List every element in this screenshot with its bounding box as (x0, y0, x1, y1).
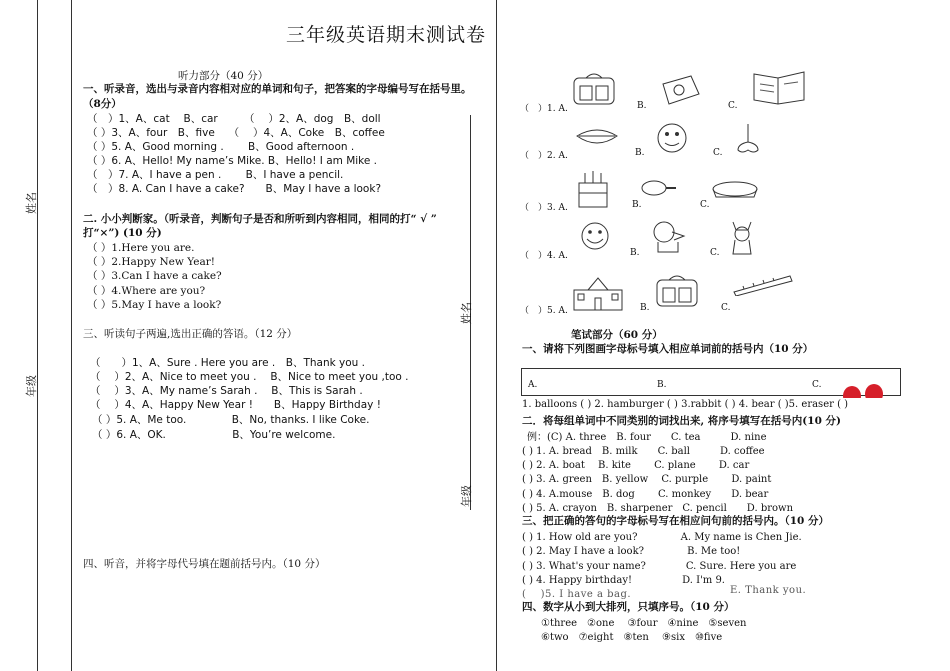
option-c-label: C. (700, 200, 710, 210)
writing2-item: ( ) 4. A.mouse B. dog C. monkey D. bear (522, 489, 769, 500)
writing-header: 笔试部分（60 分） (571, 329, 663, 341)
schoolbag-icon (653, 272, 701, 310)
row-number: （ ）1. A. (520, 104, 568, 114)
section3-item: （ ）6. A、OK. B、You’re welcome. (92, 429, 336, 441)
page-divider (496, 0, 497, 671)
writing4-heading: 四、数字从小到大排列，只填序号。（10 分） (522, 601, 735, 613)
writing2-item: ( ) 5. A. crayon B. sharpener C. pencil D. brown (522, 503, 794, 514)
page-border-left (71, 0, 72, 671)
row-number: （ ）5. A. (520, 306, 568, 316)
balloons-icon (840, 384, 886, 398)
face-icon (652, 120, 692, 156)
section2-item: （ ）5.May I have a look? (87, 299, 222, 311)
birthday-cake-icon (575, 165, 611, 211)
row-number: （ ）4. A. (520, 251, 568, 261)
row-number: （ ）2. A. (520, 151, 568, 161)
writing3-heading: 三、把正确的答句的字母标号写在相应问句前的括号内。（10 分） (522, 515, 830, 527)
section3-item: （ ）5. A、Me too. B、No, thanks. I like Coke. (92, 414, 370, 426)
middle-grade-label: 年级 (460, 485, 473, 507)
writing2-heading: 二．将每组单词中不同类别的词找出来, 将序号填写在括号内(10 分) (522, 415, 842, 427)
option-c-label: C. (713, 148, 723, 158)
section2-item: （ ）1.Here you are. (87, 242, 195, 254)
book-icon (750, 68, 808, 106)
section3-item: （ ）4、A、Happy New Year ! B、Happy Birthday ! (90, 399, 381, 411)
writing1-items: 1. balloons ( ) 2. hamburger ( ) 3.rabbit ( ) 4. bear ( )5. eraser ( ) (522, 399, 849, 410)
listening-header: 听力部分（40 分） (178, 70, 269, 82)
name-label: 姓名 (25, 192, 38, 214)
grade-label: 年级 (25, 375, 38, 397)
binding-line-left (37, 0, 38, 671)
section3-item: （ ）3、A、My name’s Sarah . B、This is Sarah . (90, 385, 363, 397)
picture-row-1 (520, 68, 820, 118)
section2-heading: 二. 小小判断家。（听录音，判断句子是否和所听到内容相同，相同的打“ √ ” (83, 213, 437, 225)
picture-row-3 (520, 165, 820, 215)
option-b-label: B. (632, 200, 642, 210)
section2-item: （ ）2.Happy New Year! (87, 256, 215, 268)
section1-item: （ ）5. A、Good morning . B、Good afternoon . (87, 141, 355, 153)
section3-heading: 三、听读句子两遍,选出正确的答语。（12 分） (83, 328, 298, 340)
schoolbag-icon (570, 70, 618, 108)
option-b-label: B. (637, 101, 647, 111)
section3-item: （ ）1、A、Sure . Here you are . B、Thank you . (90, 357, 366, 369)
smiling-face-icon (575, 218, 615, 254)
section1-item: （ ）7. A、I have a pen . B、I have a pencil. (87, 169, 344, 181)
row-number: （ ）3. A. (520, 203, 568, 213)
box-label-b: B. (657, 380, 667, 390)
page-title: 三年级英语期末测试卷 (286, 24, 487, 46)
ruler-icon (732, 272, 794, 296)
pencil-sharpener-icon (655, 70, 705, 108)
section2-heading-cont: 打“×”) (10 分) (83, 227, 162, 239)
writing3-item: ( ) 1. How old are you? A. My name is Chen Jie. (522, 532, 802, 543)
writing2-item: ( ) 3. A. green B. yellow C. purple D. paint (522, 474, 772, 485)
writing2-example: 例：(C) A. three B. four C. tea D. nine (527, 432, 767, 443)
section2-item: （ ）3.Can I have a cake? (87, 270, 222, 282)
dog-icon (648, 218, 688, 256)
option-b-label: B. (635, 148, 645, 158)
writing1-heading: 一、请将下列图画字母标号填入相应单词前的括号内（10 分） (522, 343, 814, 355)
chicken-leg-icon (640, 177, 680, 199)
picture-row-2 (520, 120, 820, 166)
writing4-line: ⑥two ⑦eight ⑧ten ⑨six ⑩five (541, 632, 723, 643)
box-label-a: A. (528, 380, 538, 390)
writing3-item: ( ) 3. What's your name? C. Sure. Here you are (522, 561, 797, 572)
mouth-icon (575, 124, 619, 150)
picture-row-5 (520, 268, 820, 318)
writing2-item: ( ) 1. A. bread B. milk C. ball D. coffee (522, 446, 765, 457)
picture-row-4 (520, 216, 820, 262)
option-b-label: B. (630, 248, 640, 258)
pie-icon (710, 179, 760, 201)
writing4-line: ①three ②one ③four ④nine ⑤seven (541, 618, 747, 629)
section1-heading: 一、听录音，选出与录音内容相对应的单词和句子，把答案的字母编号写在括号里。（8分） (83, 83, 472, 110)
writing3-item: ( ) 4. Happy birthday! D. I'm 9. (522, 575, 725, 586)
section1-item: （ ）3、A、four B、five （ ）4、A、Coke B、coffee (87, 127, 385, 139)
section1-item: （ ）6. A、Hello! My name’s Mike. B、Hello! I am Mike . (87, 155, 378, 167)
section4-heading: 四、听音，并将字母代号填在题前括号内。（10 分） (83, 558, 326, 570)
middle-name-label: 姓名 (460, 302, 473, 324)
option-c-label: C. (710, 248, 720, 258)
section3-item: （ ）2、A、Nice to meet you . B、Nice to meet you ,too . (90, 371, 409, 383)
writing3-item: ( ) 2. May I have a look? B. Me too! (522, 546, 741, 557)
section1-item: （ ）1、A、cat B、car （ ）2、A、dog B、doll (87, 113, 381, 125)
option-c-label: C. (728, 101, 738, 111)
writing2-item: ( ) 2. A. boat B. kite C. plane D. car (522, 460, 750, 471)
cat-icon (725, 218, 759, 256)
nose-icon (728, 122, 768, 156)
section1-item: （ ）8. A. Can I have a cake? B、May I have a look? (87, 183, 382, 195)
section2-item: （ ）4.Where are you? (87, 285, 206, 297)
box-label-c: C. (812, 380, 822, 390)
school-building-icon (570, 274, 626, 312)
writing3-item: ( )5. I have a bag. (522, 589, 632, 600)
option-c-label: C. (721, 303, 731, 313)
writing3-item-answer: E. Thank you. (730, 585, 807, 596)
option-b-label: B. (640, 303, 650, 313)
